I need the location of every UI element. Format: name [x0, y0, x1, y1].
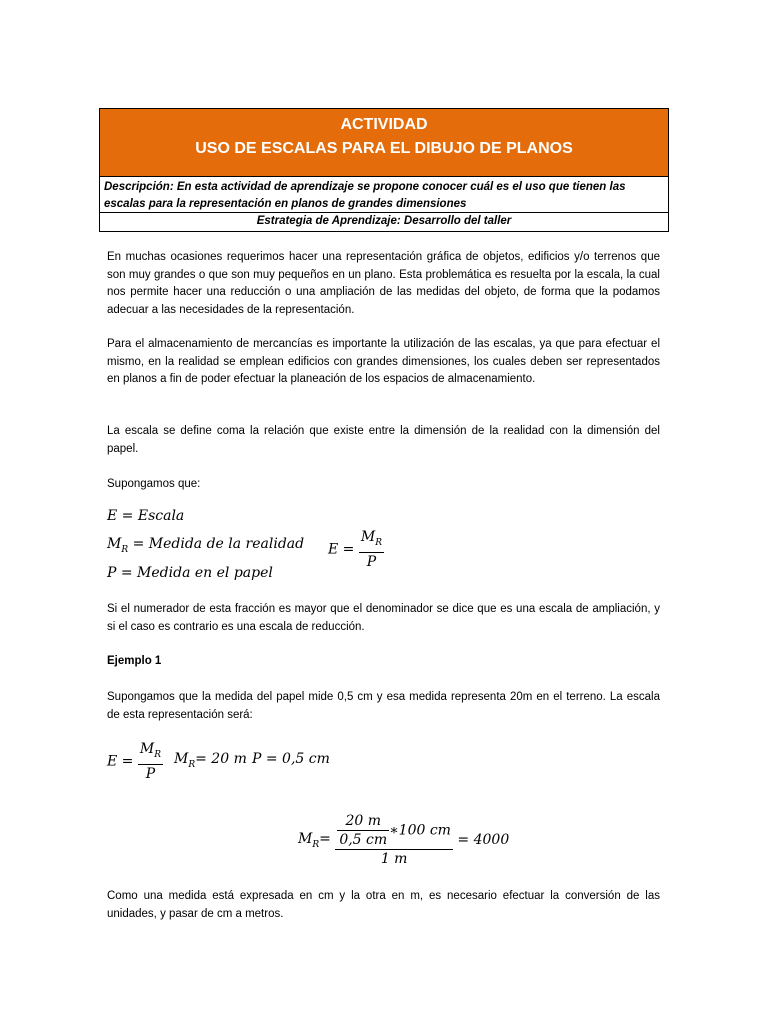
calc-lhs: $M_R=$	[298, 830, 331, 850]
formula-lhs: E =	[328, 541, 355, 558]
def-mr	[107, 536, 304, 555]
header-banner	[100, 109, 668, 177]
example-num-sub: R	[154, 749, 161, 760]
paragraph-storage: Para el almacenamiento de mercancías es importante la utilización de las escalas, ya que para efectuar el mismo, en la realidad se emplean edificios con grandes dimensiones, los cuales deben ser representados en planos a fin de poder efectuar la planeación de los espacios de almacenamiento.	[107, 338, 660, 385]
def-mr-subscript: R	[121, 544, 129, 555]
example-lhs: E =	[107, 753, 134, 770]
calc-lhs-symbol: M	[298, 830, 313, 847]
def-paper: P = Medida en el papel	[107, 565, 273, 581]
calc-outer-numerator	[335, 812, 453, 850]
paragraph-numerator: Si el numerador de esta fracción es mayor que el denominador se dice que es una escala de ampliación, y si el caso es contrario es una escala de reducción.	[107, 603, 660, 633]
calc-lhs-sub: R	[312, 839, 320, 850]
paragraph-conversion: Como una medida está expresada en cm y la otra en m, es necesario efectuar la conversión de las unidades, y pasar de cm a metros.	[107, 890, 660, 920]
activity-header-table	[99, 108, 669, 232]
def-scale: E = Escala	[107, 508, 185, 524]
calc-inner-fraction	[337, 812, 389, 849]
formula-numerator	[359, 528, 384, 553]
formula-num-symbol: M	[360, 529, 376, 545]
formula-num-sub: R	[375, 537, 382, 548]
activity-label: ACTIVIDAD	[340, 116, 428, 133]
calc-outer-denominator: 1 m	[380, 851, 408, 867]
example-heading: Ejemplo 1	[107, 655, 162, 667]
formula-fraction	[359, 528, 384, 571]
paragraph-example: Supongamos que la medida del papel mide 0,5 cm y esa medida representa 20m en el terreno. La escala de esta representación será:	[107, 691, 660, 721]
activity-description: Descripción: En esta actividad de aprendizaje se propone conocer cuál es el uso que tienen las escalas para la representación en planos de grandes dimensiones	[100, 177, 668, 213]
example-p-value: P = 0,5 cm	[252, 751, 330, 767]
scale-formula	[328, 528, 384, 571]
calculation-formula	[298, 812, 509, 868]
calc-result: = 4000	[457, 832, 510, 848]
example-denominator: P	[145, 765, 156, 782]
paragraph-intro: En muchas ocasiones requerimos hacer una representación gráfica de objetos, edificios y/o terrenos que son muy grandes o que son muy pequeños en un plano. Esta problemática es resuelta por la escala, la cual nos permite hacer una reducción o una ampliación de las medidas del objeto, de forma que la podamos adecuar a las necesidades de la representación.	[107, 251, 660, 316]
example-mr-symbol: M	[174, 751, 189, 767]
example-formula	[107, 740, 163, 783]
example-num-symbol: M	[139, 741, 155, 757]
example-mr-rhs: = 20 m	[195, 751, 247, 767]
example-mr-value	[174, 751, 247, 770]
def-mr-meaning: = Medida de la realidad	[132, 536, 305, 552]
calc-outer-fraction	[335, 812, 453, 868]
learning-strategy: Estrategia de Aprendizaje: Desarrollo del taller	[256, 215, 512, 227]
example-mr-sub: R	[188, 759, 196, 770]
formula-denominator: P	[366, 553, 377, 570]
def-mr-symbol: M	[107, 536, 122, 552]
paragraph-suppose: Supongamos que:	[107, 478, 201, 490]
calc-multiplier: ∗100 cm	[389, 822, 451, 839]
example-fraction	[138, 740, 163, 783]
calc-inner-denominator: 0,5 cm	[339, 832, 388, 848]
paragraph-definition: La escala se define coma la relación que existe entre la dimensión de la realidad con la dimensión del papel.	[107, 425, 660, 455]
activity-title: USO DE ESCALAS PARA EL DIBUJO DE PLANOS	[195, 140, 573, 157]
calc-inner-numerator: 20 m	[337, 812, 389, 831]
example-numerator	[138, 740, 163, 765]
